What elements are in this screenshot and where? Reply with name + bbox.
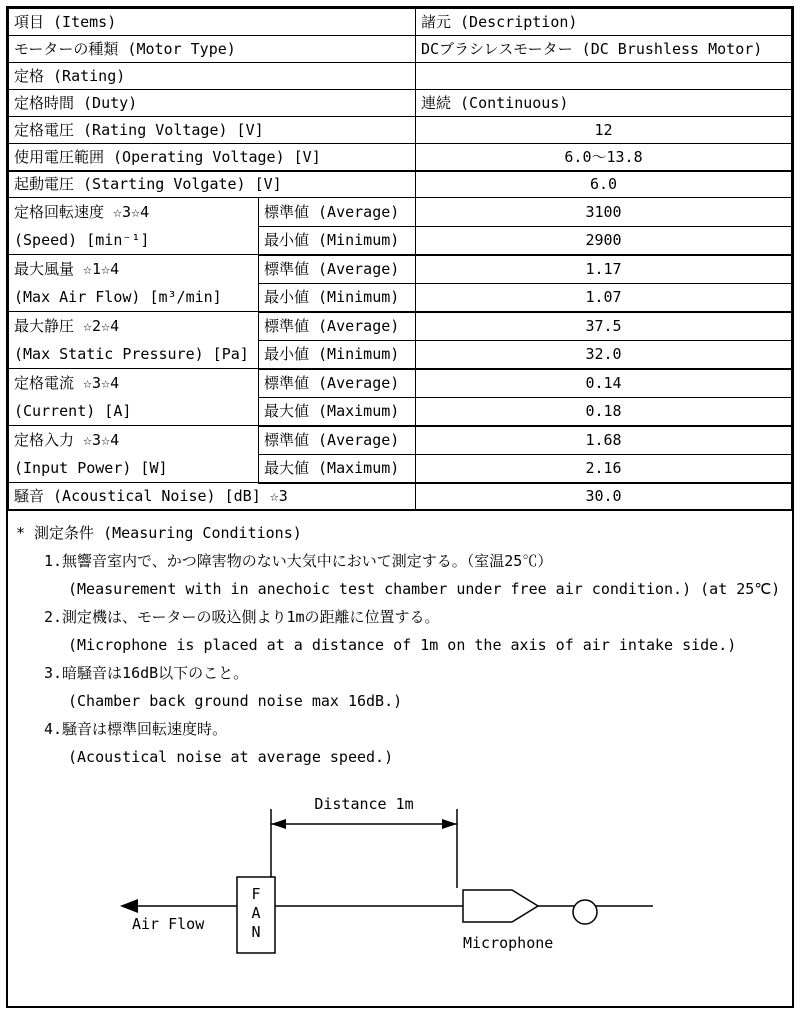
group-label-en: (Speed) [min⁻¹] [14,231,150,249]
stat-label: 標準値 (Average) [259,198,416,227]
table-row-noise [9,483,792,510]
stat-label: 標準値 (Average) [259,369,416,398]
group-label-power [9,426,259,483]
cable-loop-icon [573,900,597,924]
spec-table [8,8,792,511]
stat-label: 標準値 (Average) [259,426,416,455]
stat-label: 最大値 (Maximum) [259,454,416,483]
row-value: 12 [416,117,792,144]
row-label: 騒音 (Acoustical Noise) [dB] ☆3 [9,483,416,510]
table-row-motor-type [9,36,792,63]
row-label: 定格 (Rating) [9,63,416,90]
group-label-current [9,369,259,426]
table-row-header [9,9,792,36]
distance-label: Distance 1m [314,794,414,813]
group-label-jp: 最大静圧 ☆2☆4 [14,317,120,335]
stat-label: 最大値 (Maximum) [259,397,416,426]
stat-value: 3100 [416,198,792,227]
table-row-rating-voltage [9,117,792,144]
dimension-arrowhead-right-icon [442,819,457,829]
table-row-power-average [9,426,792,455]
dimension-arrowhead-left-icon [271,819,286,829]
table-row-speed-average [9,198,792,227]
stat-value: 32.0 [416,340,792,369]
stat-label: 最小値 (Minimum) [259,226,416,255]
col-header-items: 項目 (Items) [9,9,416,36]
row-value: 6.0〜13.8 [416,144,792,171]
table-row-starting-voltage [9,171,792,198]
note-item-en: (Acoustical noise at average speed.) [68,747,394,766]
note-item-jp: 2.測定機は、モーターの吸込側より1mの距離に位置する。 [44,607,440,626]
note-item-en: (Microphone is placed at a distance of 1m on the axis of air intake side.) [68,635,737,654]
row-value [416,63,792,90]
group-label-jp: 定格電流 ☆3☆4 [14,374,120,392]
fan-letter: N [251,922,261,941]
fan-letter: F [251,884,261,903]
table-row-airflow-average [9,255,792,284]
note-item-jp: 1.無響音室内で、かつ障害物のない大気中において測定する。（室温25℃） [44,551,553,570]
measuring-conditions-section [8,511,792,771]
air-flow-label: Air Flow [132,914,205,933]
group-label-airflow [9,255,259,312]
measurement-diagram [8,777,792,987]
group-label-pressure [9,312,259,369]
note-item-jp: 3.暗騒音は16dB以下のこと。 [44,663,249,682]
group-label-en: (Max Static Pressure) [Pa] [14,345,249,363]
group-label-en: (Max Air Flow) [m³/min] [14,288,222,306]
stat-label: 標準値 (Average) [259,255,416,284]
row-value: DCブラシレスモーター (DC Brushless Motor) [416,36,792,63]
table-row-rating-section [9,63,792,90]
stat-value: 0.14 [416,369,792,398]
row-value: 連続 (Continuous) [416,90,792,117]
stat-value: 37.5 [416,312,792,341]
stat-label: 標準値 (Average) [259,312,416,341]
stat-label: 最小値 (Minimum) [259,283,416,312]
table-row-current-average [9,369,792,398]
row-value: 30.0 [416,483,792,510]
group-label-jp: 定格入力 ☆3☆4 [14,431,120,449]
stat-value: 1.68 [416,426,792,455]
table-row-pressure-average [9,312,792,341]
microphone-shape [463,890,538,922]
stat-value: 1.07 [416,283,792,312]
air-flow-arrowhead-icon [120,899,138,913]
group-label-en: (Input Power) [W] [14,459,168,477]
col-header-description: 諸元 (Description) [416,9,792,36]
note-item-jp: 4.騒音は標準回転速度時。 [44,719,228,738]
row-label: 定格時間 (Duty) [9,90,416,117]
row-label: 起動電圧 (Starting Volgate) [V] [9,171,416,198]
row-label: 使用電圧範囲 (Operating Voltage) [V] [9,144,416,171]
stat-value: 0.18 [416,397,792,426]
group-label-jp: 最大風量 ☆1☆4 [14,260,120,278]
spec-sheet-page [6,6,794,1008]
row-label: 定格電圧 (Rating Voltage) [V] [9,117,416,144]
row-label: モーターの種類 (Motor Type) [9,36,416,63]
group-label-speed [9,198,259,255]
stat-value: 2900 [416,226,792,255]
table-row-operating-voltage [9,144,792,171]
group-label-jp: 定格回転速度 ☆3☆4 [14,203,150,221]
note-item-en: (Chamber back ground noise max 16dB.) [68,691,403,710]
row-value: 6.0 [416,171,792,198]
microphone-label: Microphone [463,933,554,952]
fan-letter: A [251,903,261,922]
notes-title: * 測定条件 (Measuring Conditions) [16,523,302,542]
note-item-en: (Measurement with in anechoic test chamber under free air condition.) (at 25℃) [68,579,781,598]
stat-label: 最小値 (Minimum) [259,340,416,369]
group-label-en: (Current) [A] [14,402,132,420]
measurement-diagram-svg [8,777,792,987]
stat-value: 2.16 [416,454,792,483]
stat-value: 1.17 [416,255,792,284]
table-row-duty [9,90,792,117]
